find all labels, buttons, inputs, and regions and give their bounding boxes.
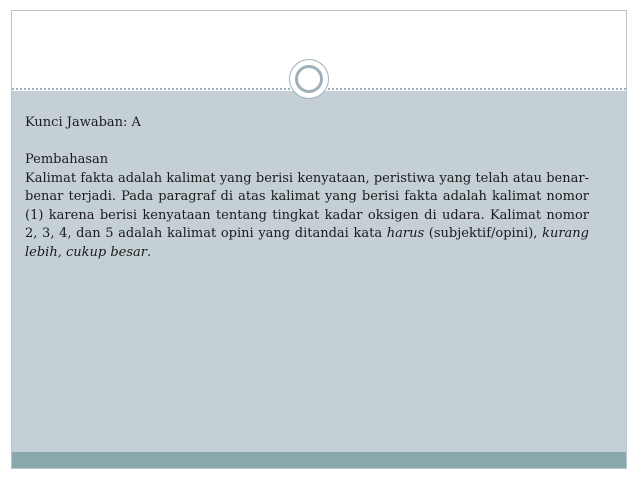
text-body <box>25 114 589 262</box>
paragraph-italic-keywords: kurang lebih, cukup besar <box>25 226 590 260</box>
discussion-heading: Pembahasan <box>25 152 109 167</box>
paragraph-text: . <box>146 244 152 260</box>
circle-ornament-inner <box>295 65 323 93</box>
discussion-paragraph <box>25 170 589 263</box>
circle-ornament-icon <box>289 59 329 99</box>
paragraph-text: (subjektif/opini), <box>424 226 543 241</box>
paragraph-text: Kalimat fakta adalah kalimat yang berisi kenyataan, peristiwa yang telah atau benar-benar terjadi. Pada paragraf di atas kalimat yang berisi fakta adalah kalimat nomor (1) karena berisi kenyataan tentang tingkat kadar oksigen di udara. Kalimat nomor 2, 3, 4, dan 5 adalah kalimat opini yang ditandai kata <box>25 170 589 241</box>
bottom-bar <box>12 452 626 468</box>
answer-key: Kunci Jawaban: A <box>25 115 141 130</box>
paragraph-italic-keyword: harus <box>386 226 425 241</box>
